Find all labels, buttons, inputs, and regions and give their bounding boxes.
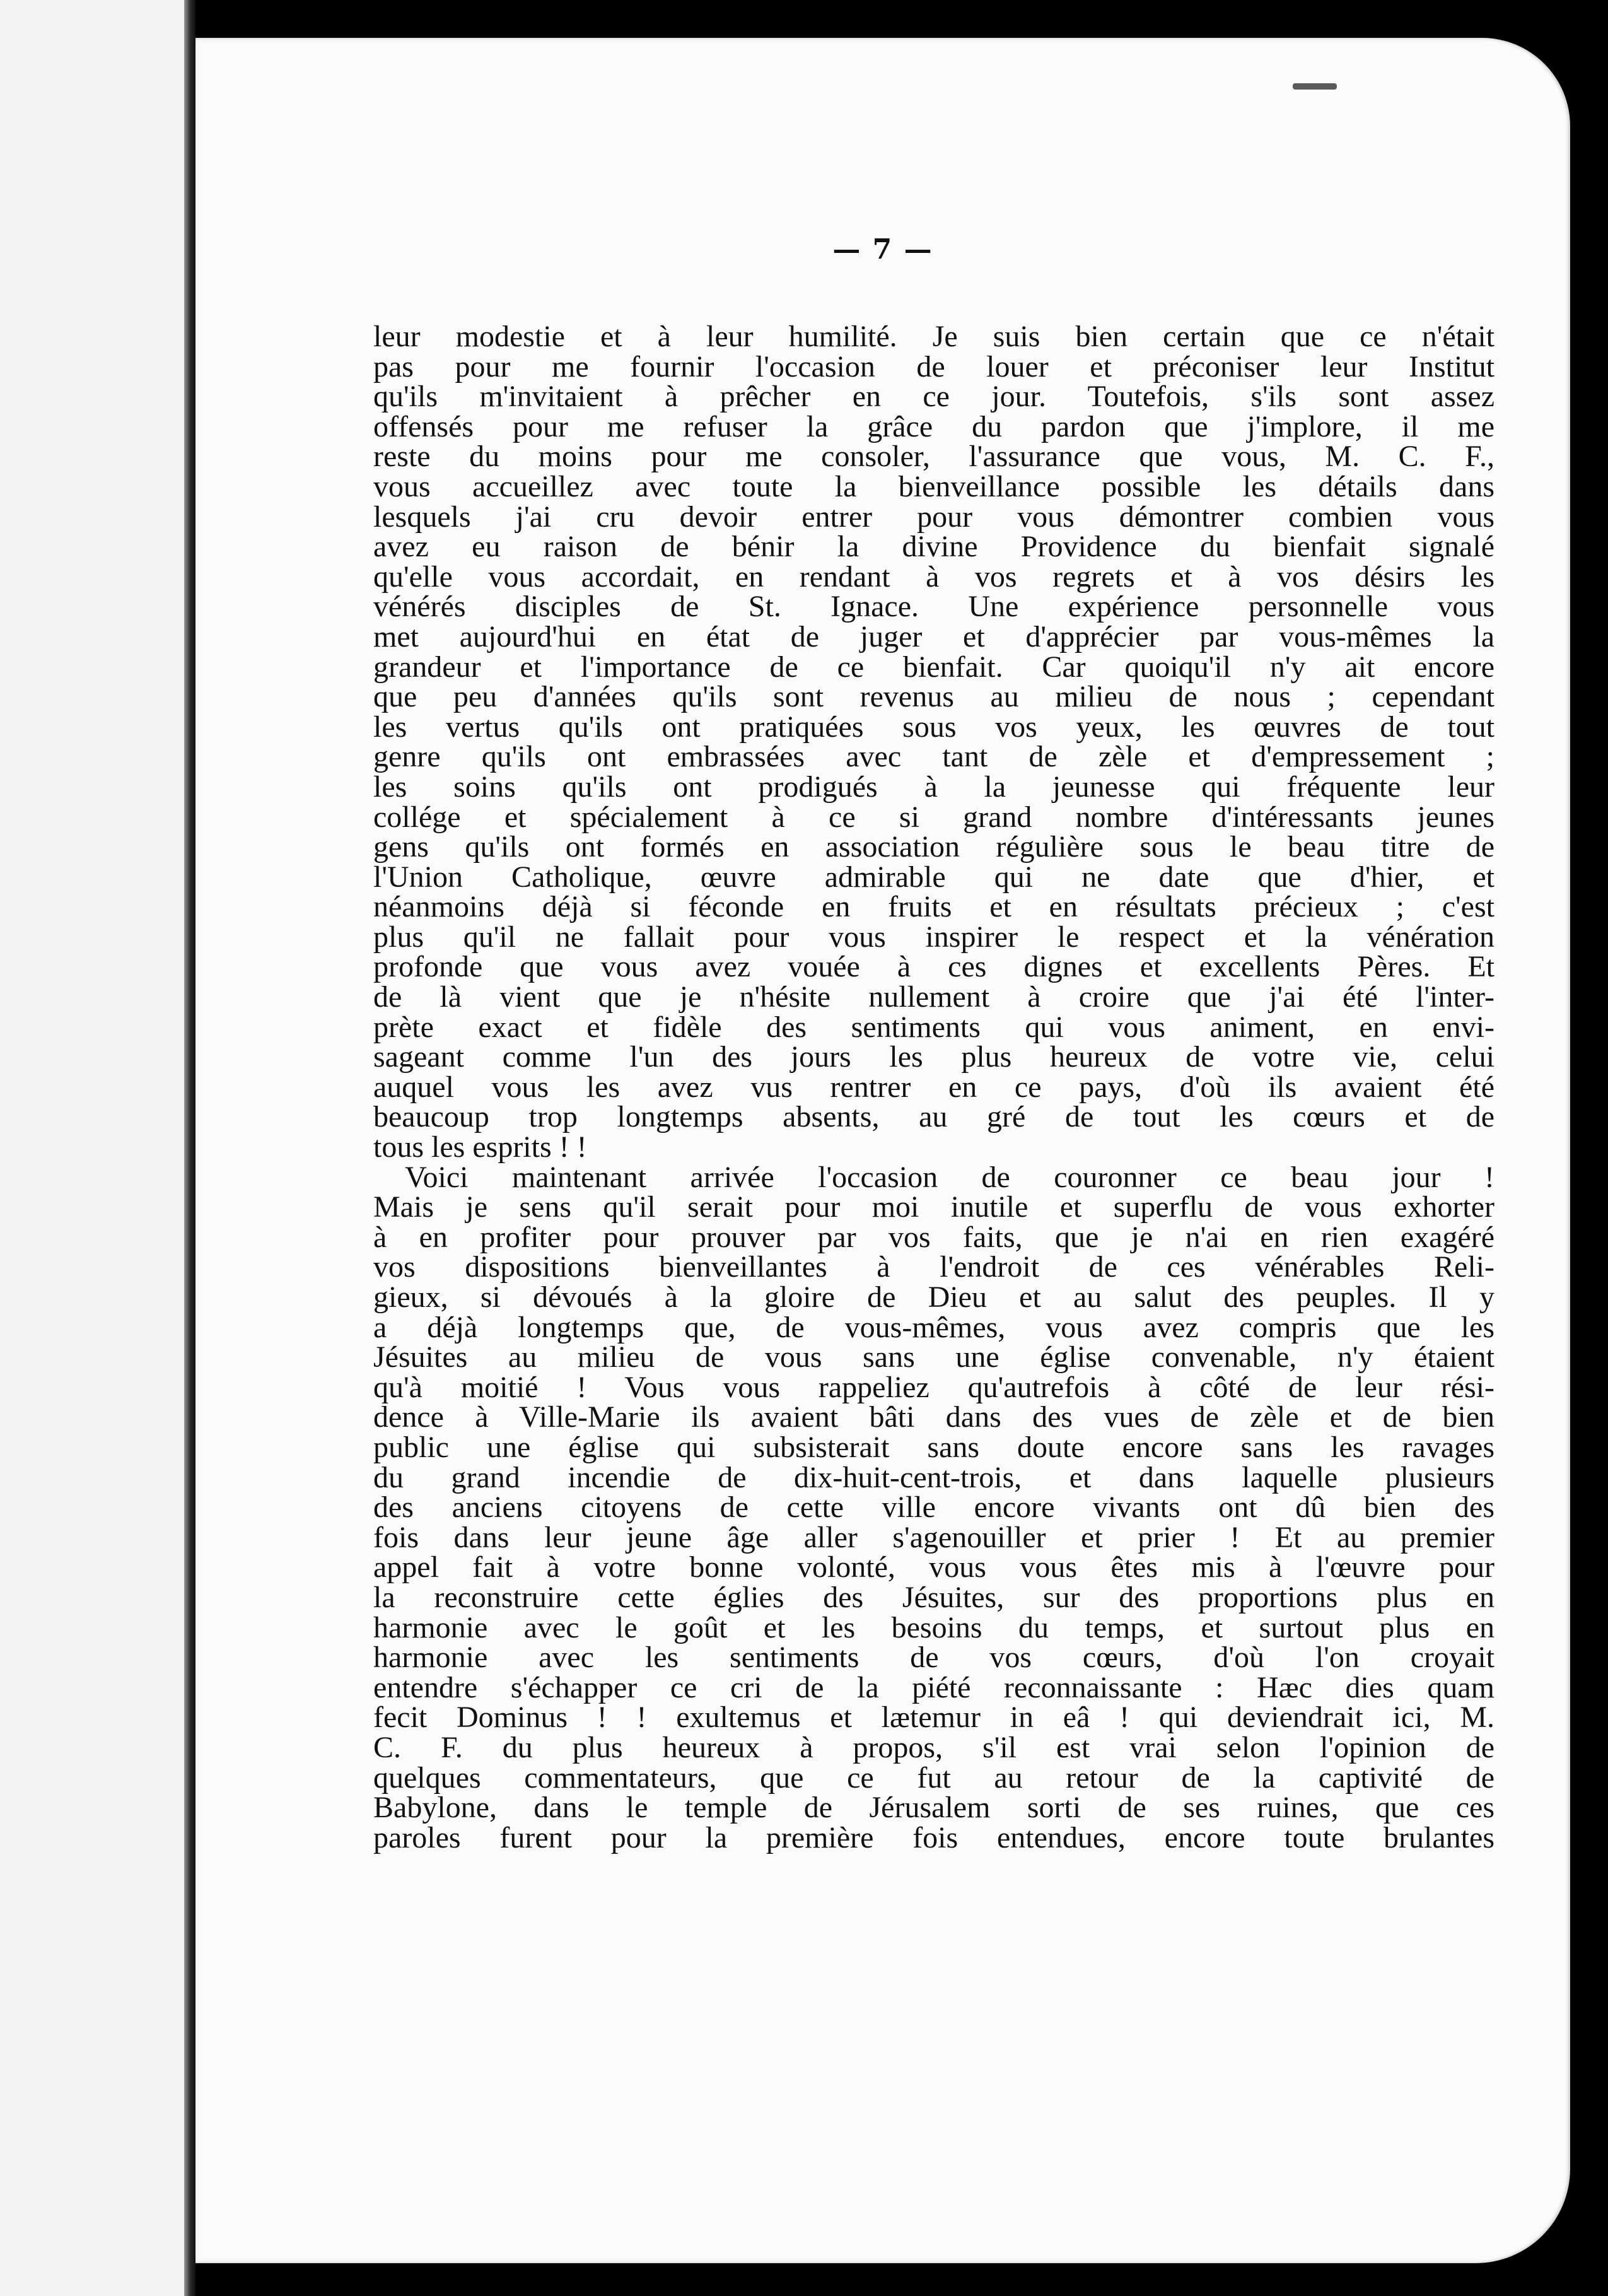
text-line: a déjà longtemps que, de vous-mêmes, vous avez compris que les bbox=[373, 1310, 1494, 1344]
text-line: beaucoup trop longtemps absents, au gré de tout les cœurs et de bbox=[373, 1100, 1494, 1134]
text-line: C. F. du plus heureux à propos, s'il est vrai selon l'opinion de bbox=[373, 1730, 1494, 1764]
text-line: de là vient que je n'hésite nullement à croire que j'ai été l'inter- bbox=[373, 980, 1494, 1014]
text-line: public une église qui subsisterait sans doute encore sans les ravages bbox=[373, 1430, 1494, 1464]
binding-shadow bbox=[184, 0, 195, 2296]
text-line: les vertus qu'ils ont pratiquées sous vos yeux, les œuvres de tout bbox=[373, 710, 1494, 744]
text-line: sageant comme l'un des jours les plus heureux de votre vie, celui bbox=[373, 1040, 1494, 1074]
text-line: collége et spécialement à ce si grand nombre d'intéressants jeunes bbox=[373, 800, 1494, 834]
document-page bbox=[195, 38, 1570, 2263]
text-line: auquel vous les avez vus rentrer en ce pays, d'où ils avaient été bbox=[373, 1070, 1494, 1104]
facing-page-edge bbox=[0, 0, 188, 2296]
text-line: profonde que vous avez vouée à ces dignes et excellents Pères. Et bbox=[373, 950, 1494, 984]
page-number: — 7 — bbox=[832, 233, 933, 266]
body-text bbox=[373, 322, 1494, 1853]
text-line: Jésuites au milieu de vous sans une église convenable, n'y étaient bbox=[373, 1340, 1494, 1374]
text-line: Babylone, dans le temple de Jérusalem sorti de ses ruines, que ces bbox=[373, 1791, 1494, 1825]
text-line: entendre s'échapper ce cri de la piété reconnaissante : Hæc dies quam bbox=[373, 1670, 1494, 1704]
page-edge-mark bbox=[1293, 83, 1337, 90]
text-line: prète exact et fidèle des sentiments qui vous animent, en envi- bbox=[373, 1010, 1494, 1044]
text-line: plus qu'il ne fallait pour vous inspirer le respect et la vénération bbox=[373, 920, 1494, 954]
text-line: fois dans leur jeune âge aller s'agenouiller et prier ! Et au premier bbox=[373, 1520, 1494, 1554]
text-line: appel fait à votre bonne volonté, vous vous êtes mis à l'œuvre pour bbox=[373, 1550, 1494, 1584]
text-line: qu'elle vous accordait, en rendant à vos regrets et à vos désirs les bbox=[373, 559, 1494, 594]
text-line: néanmoins déjà si féconde en fruits et en résultats précieux ; c'est bbox=[373, 890, 1494, 924]
text-line: leur modestie et à leur humilité. Je suis bien certain que ce n'était bbox=[373, 320, 1494, 353]
text-line: que peu d'années qu'ils sont revenus au milieu de nous ; cependant bbox=[373, 680, 1494, 714]
text-line: la reconstruire cette églies des Jésuites, sur des proportions plus en bbox=[373, 1580, 1494, 1614]
text-line: les soins qu'ils ont prodigués à la jeunesse qui fréquente leur bbox=[373, 770, 1494, 804]
text-line: qu'à moitié ! Vous vous rappeliez qu'autrefois à côté de leur rési- bbox=[373, 1370, 1494, 1404]
text-line: tous les esprits ! ! bbox=[373, 1130, 587, 1164]
text-line: qu'ils m'invitaient à prêcher en ce jour. Toutefois, s'ils sont assez bbox=[373, 380, 1494, 414]
text-line: offensés pour me refuser la grâce du pardon que j'implore, il me bbox=[373, 409, 1494, 443]
text-line: quelques commentateurs, que ce fut au retour de la captivité de bbox=[373, 1760, 1494, 1795]
text-line: l'Union Catholique, œuvre admirable qui ne date que d'hier, et bbox=[373, 860, 1494, 894]
text-line: vos dispositions bienveillantes à l'endroit de ces vénérables Reli- bbox=[373, 1250, 1494, 1284]
text-line: Mais je sens qu'il serait pour moi inutile et superflu de vous exhorter bbox=[373, 1190, 1494, 1224]
text-line: lesquels j'ai cru devoir entrer pour vous démontrer combien vous bbox=[373, 500, 1494, 534]
text-line: vous accueillez avec toute la bienveillance possible les détails dans bbox=[373, 469, 1494, 503]
text-line: gieux, si dévoués à la gloire de Dieu et au salut des peuples. Il y bbox=[373, 1280, 1494, 1314]
text-line: gens qu'ils ont formés en association régulière sous le beau titre de bbox=[373, 830, 1494, 864]
paragraph-1 bbox=[373, 322, 1494, 1163]
text-line: pas pour me fournir l'occasion de louer et préconiser leur Institut bbox=[373, 349, 1494, 384]
text-line: vénérés disciples de St. Ignace. Une expérience personnelle vous bbox=[373, 590, 1494, 624]
text-line: dence à Ville-Marie ils avaient bâti dans des vues de zèle et de bien bbox=[373, 1400, 1494, 1434]
text-line: Voici maintenant arrivée l'occasion de couronner ce beau jour ! bbox=[405, 1160, 1494, 1194]
text-line: genre qu'ils ont embrassées avec tant de zèle et d'empressement ; bbox=[373, 740, 1494, 774]
text-line: harmonie avec le goût et les besoins du temps, et surtout plus en bbox=[373, 1610, 1494, 1644]
paragraph-2 bbox=[373, 1160, 1494, 1854]
text-line: fecit Dominus ! ! exultemus et lætemur in eâ ! qui deviendrait ici, M. bbox=[373, 1701, 1494, 1735]
text-line: paroles furent pour la première fois entendues, encore toute brulantes bbox=[373, 1820, 1494, 1854]
text-line: harmonie avec les sentiments de vos cœurs, d'où l'on croyait bbox=[373, 1641, 1494, 1675]
text-line: à en profiter pour prouver par vos faits, que je n'ai en rien exagéré bbox=[373, 1220, 1494, 1254]
text-line: avez eu raison de bénir la divine Providence du bienfait signalé bbox=[373, 530, 1494, 564]
text-line: des anciens citoyens de cette ville encore vivants ont dû bien des bbox=[373, 1491, 1494, 1525]
text-line: grandeur et l'importance de ce bienfait. Car quoiqu'il n'y ait encore bbox=[373, 650, 1494, 684]
text-line: du grand incendie de dix-huit-cent-trois, et dans laquelle plusieurs bbox=[373, 1460, 1494, 1494]
text-line: reste du moins pour me consoler, l'assurance que vous, M. C. F., bbox=[373, 440, 1494, 474]
text-line: met aujourd'hui en état de juger et d'apprécier par vous-mêmes la bbox=[373, 619, 1494, 653]
